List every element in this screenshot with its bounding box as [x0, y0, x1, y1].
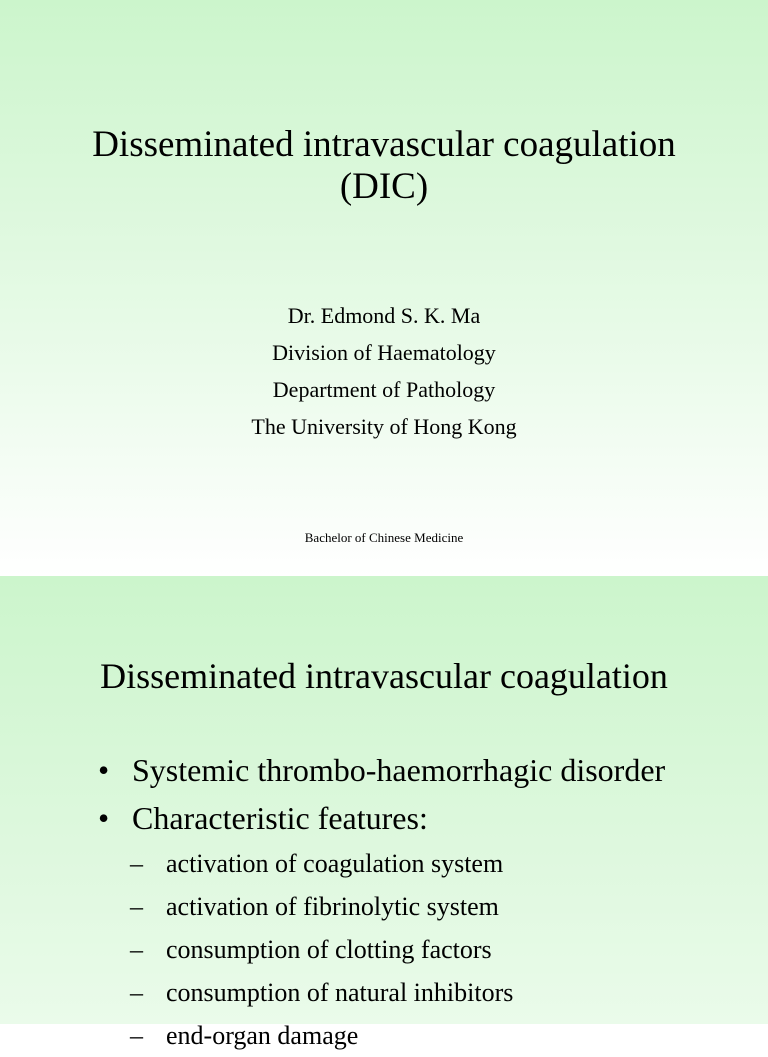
- sub-item: [130, 928, 665, 971]
- dash-marker: –: [130, 935, 143, 964]
- bullet-marker: •: [98, 752, 110, 788]
- slide-title: Disseminated intravascular coagulation: [100, 656, 668, 696]
- bullet-list: [98, 746, 665, 1057]
- author-division: Division of Haematology: [272, 340, 496, 365]
- course-footer: Bachelor of Chinese Medicine: [304, 530, 464, 545]
- title-line-1: Disseminated intravascular coagulation: [92, 124, 676, 165]
- sub-item-text: end-organ damage: [166, 1021, 359, 1050]
- author-block: [0, 297, 768, 445]
- dash-marker: –: [130, 978, 143, 1007]
- dash-marker: –: [130, 849, 143, 878]
- author-university: The University of Hong Kong: [251, 414, 517, 439]
- slide-title: [0, 124, 768, 208]
- sub-item: [130, 842, 665, 885]
- content-slide: [0, 576, 768, 1050]
- sub-item-text: consumption of natural inhibitors: [166, 978, 514, 1007]
- author-name: Dr. Edmond S. K. Ma: [287, 303, 481, 328]
- dash-marker: –: [130, 1021, 143, 1050]
- sub-item-text: consumption of clotting factors: [166, 935, 492, 964]
- sub-item-text: activation of fibrinolytic system: [166, 892, 499, 921]
- sub-list: [130, 842, 665, 1057]
- title-line-2: (DIC): [339, 166, 429, 207]
- bullet-marker: •: [98, 800, 110, 836]
- sub-item: [130, 971, 665, 1014]
- bullet-item: [98, 794, 665, 1057]
- sub-item-text: activation of coagulation system: [166, 849, 504, 878]
- sub-item: [130, 1014, 665, 1057]
- bullet-item: [98, 746, 665, 794]
- bullet-text: Systemic thrombo-haemorrhagic disorder: [132, 752, 666, 788]
- sub-item: [130, 885, 665, 928]
- dash-marker: –: [130, 892, 143, 921]
- bullet-text: Characteristic features:: [132, 800, 428, 836]
- author-department: Department of Pathology: [272, 377, 496, 402]
